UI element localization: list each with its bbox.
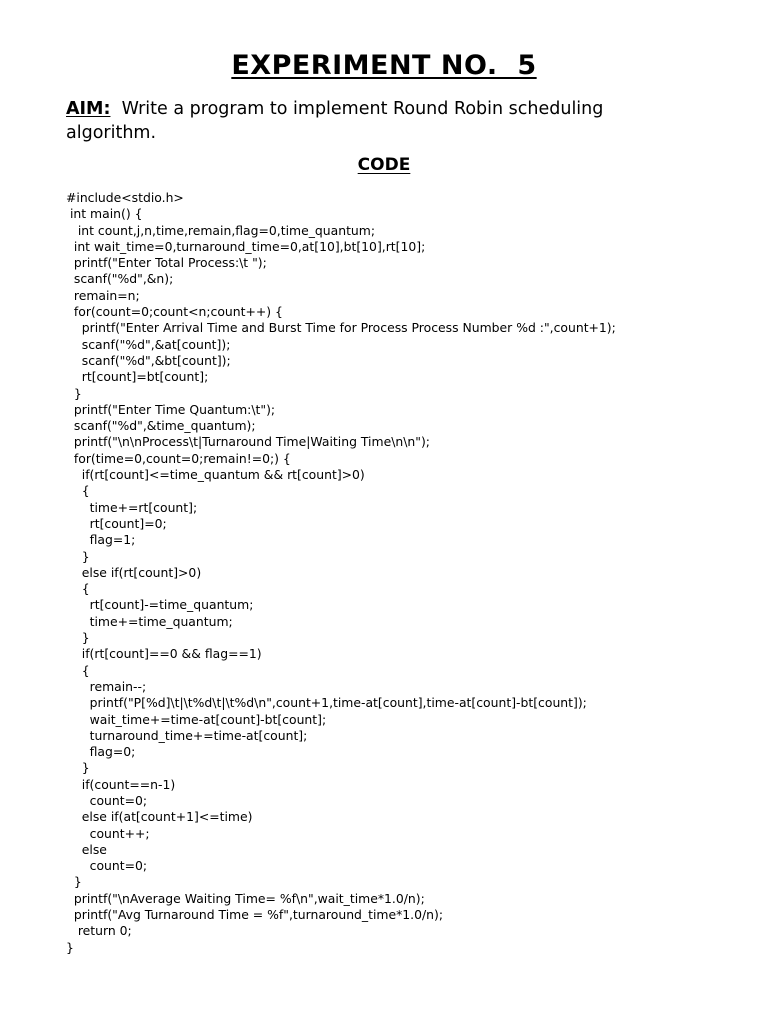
code-line: printf("Avg Turnaround Time = %f",turnaround_time*1.0/n); [66,907,444,923]
code-line: rt[count]=0; [66,515,167,531]
code-line: printf("\nAverage Waiting Time= %f\n",wait_time*1.0/n); [66,890,425,906]
code-line: } [66,385,82,401]
code-line: } [66,939,74,955]
code-line: } [66,874,82,890]
code-line: scanf("%d",&bt[count]); [66,352,231,368]
code-line: { [66,581,90,597]
code-line: printf("P[%d]\t|\t%d\t|\t%d\n",count+1,time-at[count],time-at[count]-bt[count]); [66,695,587,711]
code-line: } [66,760,90,776]
code-line: count=0; [66,792,148,808]
code-line: printf("Enter Arrival Time and Burst Time for Process Process Number %d :",count+1); [66,320,616,336]
code-line: time+=rt[count]; [66,499,198,515]
code-line: count++; [66,825,150,841]
code-line: else if(rt[count]>0) [66,564,202,580]
code-line: scanf("%d",&time_quantum); [66,418,256,434]
code-line: count=0; [66,858,148,874]
code-line: remain--; [66,678,147,694]
code-line: #include<stdio.h> [66,190,184,205]
code-line: for(count=0;count<n;count++) { [66,304,283,320]
code-heading: CODE [357,155,411,175]
code-line: if(count==n-1) [66,776,176,792]
code-line: turnaround_time+=time-at[count]; [66,727,308,743]
code-line: printf("Enter Total Process:\t "); [66,255,267,271]
experiment-title: EXPERIMENT NO. 5 [231,50,537,81]
code-line: } [66,548,90,564]
code-line: int main() { [66,206,143,222]
code-line: flag=0; [66,744,136,760]
code-line: scanf("%d",&at[count]); [66,336,231,352]
code-line: rt[count]-=time_quantum; [66,597,254,613]
code-line: time+=time_quantum; [66,613,233,629]
aim-label: AIM: [66,99,111,119]
code-line: { [66,483,90,499]
code-line: return 0; [66,923,132,939]
code-line: printf("Enter Time Quantum:\t"); [66,401,276,417]
code-line: scanf("%d",&n); [66,271,174,287]
code-line: int count,j,n,time,remain,flag=0,time_quantum; [66,222,376,238]
code-line: else [66,841,107,857]
code-line: if(rt[count]==0 && flag==1) [66,646,262,662]
code-line: flag=1; [66,532,136,548]
aim-text: Write a program to implement Round Robin scheduling algorithm. [66,99,609,143]
code-line: wait_time+=time-at[count]-bt[count]; [66,711,327,727]
code-line: int wait_time=0,turnaround_time=0,at[10],bt[10],rt[10]; [66,238,426,254]
code-block [66,190,706,956]
code-line: { [66,662,90,678]
aim-paragraph [66,97,666,145]
code-line: remain=n; [66,287,140,303]
code-line: rt[count]=bt[count]; [66,369,209,385]
code-line: for(time=0,count=0;remain!=0;) { [66,450,291,466]
code-line: } [66,630,90,646]
code-line: if(rt[count]<=time_quantum && rt[count]>0) [66,467,365,483]
code-line: else if(at[count+1]<=time) [66,809,253,825]
code-line: printf("\n\nProcess\t|Turnaround Time|Waiting Time\n\n"); [66,434,430,450]
